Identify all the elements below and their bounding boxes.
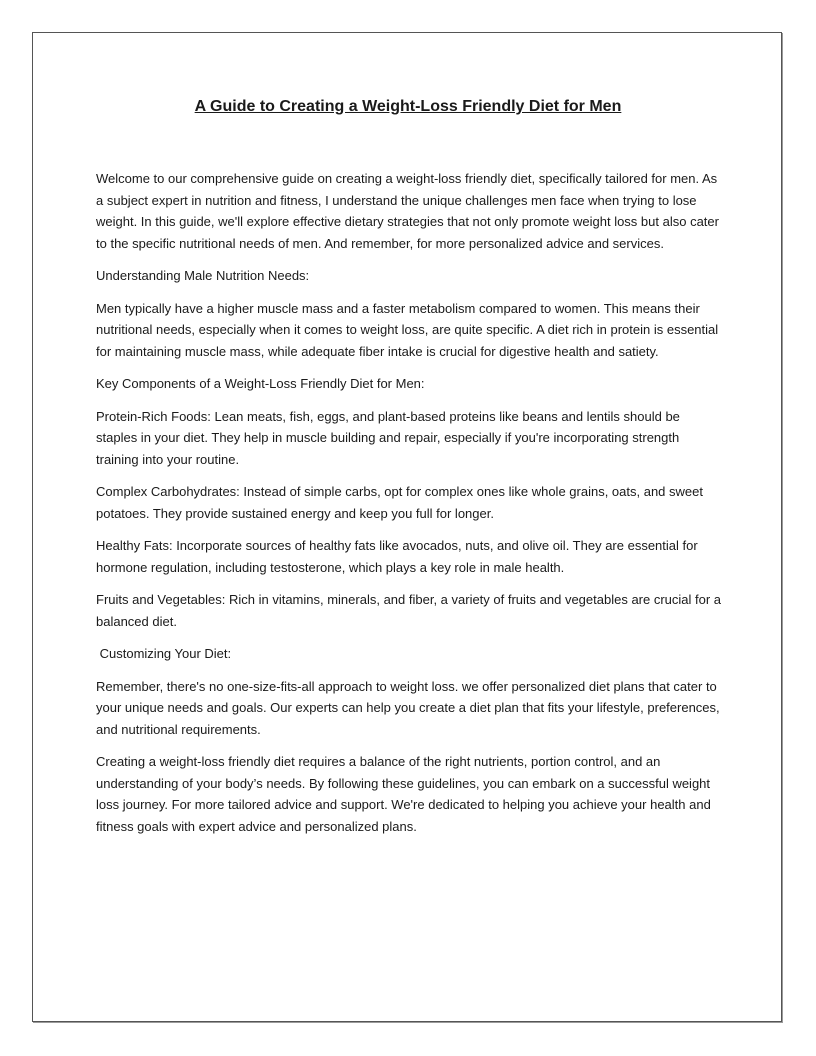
document-body xyxy=(96,168,722,848)
paragraph-conclusion: Creating a weight-loss friendly diet requires a balance of the right nutrients, portion control, and an understanding of your body’s needs. By following these guidelines, you can embark on a successful weight loss journey. For more tailored advice and support. We're dedicated to helping you achieve your health and fitness goals with expert advice and personalized plans. xyxy=(96,754,711,834)
paragraph-customizing: Remember, there's no one-size-fits-all approach to weight loss. we offer personalized diet plans that cater to your unique needs and goals. Our experts can help you create a diet plan that fits your lifestyle, preferences, and nutritional requirements. xyxy=(96,678,720,737)
paragraph-male-nutrition: Men typically have a higher muscle mass and a faster metabolism compared to women. This means their nutritional needs, especially when it comes to weight loss, are quite specific. A diet rich in protein is essential for maintaining muscle mass, while adequate fiber intake is crucial for digestive health and satiety. xyxy=(96,300,719,359)
heading-customizing: Customizing Your Diet: xyxy=(96,646,232,661)
paragraph-protein: Protein-Rich Foods: Lean meats, fish, eggs, and plant-based proteins like beans and lentils should be staples in your diet. They help in muscle building and repair, especially if you're incorporating strength training into your routine. xyxy=(96,408,680,467)
paragraph-fruits-vegetables: Fruits and Vegetables: Rich in vitamins, minerals, and fiber, a variety of fruits and vegetables are crucial for a balanced diet. xyxy=(96,592,722,629)
document-title: A Guide to Creating a Weight-Loss Friendly Diet for Men xyxy=(194,98,622,115)
heading-male-nutrition: Understanding Male Nutrition Needs: xyxy=(96,268,310,283)
heading-key-components: Key Components of a Weight-Loss Friendly Diet for Men: xyxy=(96,376,425,391)
paragraph-carbohydrates: Complex Carbohydrates: Instead of simple carbs, opt for complex ones like whole grains, oats, and sweet potatoes. They provide sustained energy and keep you full for longer. xyxy=(96,484,703,521)
paragraph-intro: Welcome to our comprehensive guide on creating a weight-loss friendly diet, specifically tailored for men. As a subject expert in nutrition and fitness, I understand the unique challenges men face when trying to lose weight. In this guide, we'll explore effective dietary strategies that not only promote weight loss but also cater to the specific nutritional needs of men. And remember, for more personalized advice and services. xyxy=(96,171,719,251)
paragraph-healthy-fats: Healthy Fats: Incorporate sources of healthy fats like avocados, nuts, and olive oil. They are essential for hormone regulation, including testosterone, which plays a key role in male health. xyxy=(96,538,698,575)
